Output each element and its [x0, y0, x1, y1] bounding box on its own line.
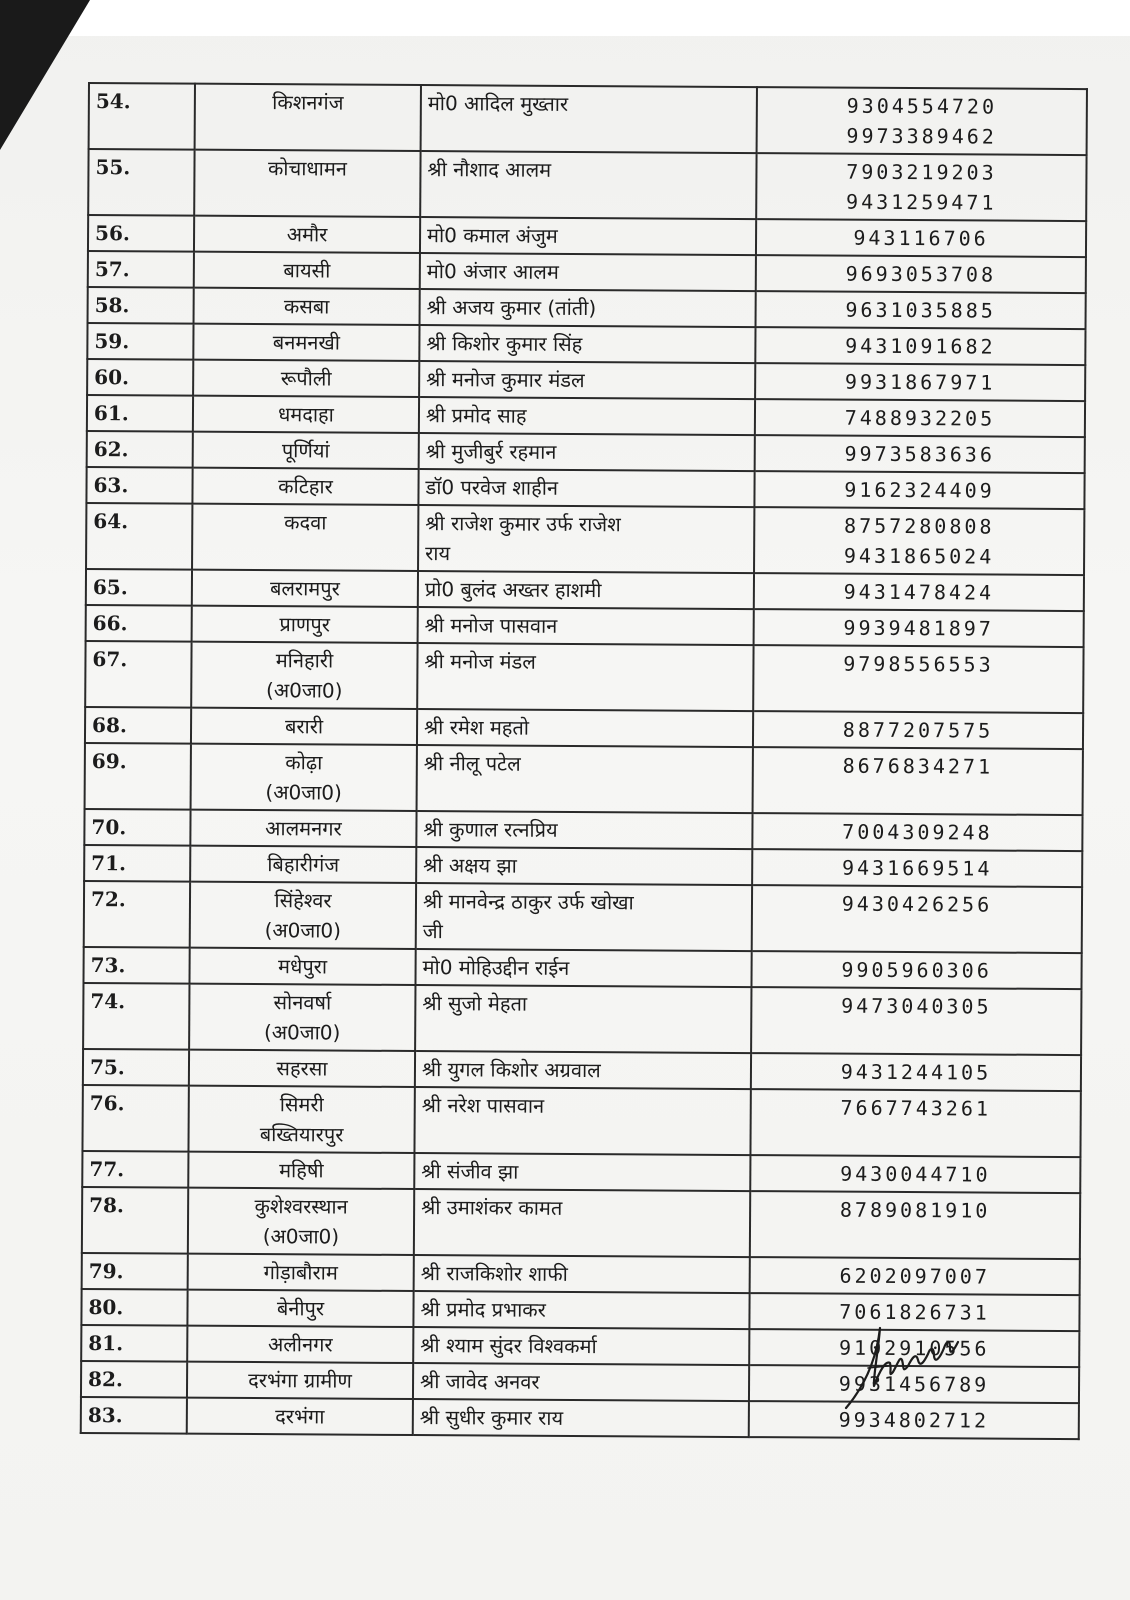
candidate-name-cell: [418, 505, 754, 573]
phone-cell: [755, 327, 1085, 365]
table-row: [86, 605, 1084, 647]
candidate-name: श्री जावेद अनवर: [419, 1369, 540, 1394]
constituency-name: अलीनगर: [267, 1332, 333, 1357]
table-row: [89, 83, 1087, 155]
candidate-name: श्री मनोज मंडल: [424, 649, 536, 674]
phone-number: 7903219203: [846, 159, 997, 185]
phone-number: 9431865024: [843, 543, 995, 569]
phone-number: 9973583636: [844, 441, 996, 467]
serial-number: 74.: [90, 989, 126, 1014]
constituency-name: मनिहारी: [275, 648, 334, 673]
phone-number: 9798556553: [843, 651, 994, 677]
candidate-name: श्री अजय कुमार (तांती): [426, 295, 597, 321]
candidate-name-cell: [413, 1363, 749, 1401]
serial-number: 79.: [88, 1259, 124, 1284]
candidate-name-cell: [414, 1087, 750, 1155]
constituency-name: कोढ़ा: [285, 750, 323, 775]
constituency-cell: [187, 1290, 413, 1327]
constituency-name: मधेपुरा: [278, 954, 328, 979]
table-row: [86, 503, 1084, 575]
serial-number-cell: [84, 809, 190, 846]
constituency-name: कटिहार: [278, 474, 333, 499]
serial-number-cell: [81, 1397, 187, 1434]
phone-number: 9934802712: [838, 1407, 990, 1433]
phone-number: 9931867971: [844, 369, 996, 395]
serial-number: 68.: [91, 713, 127, 738]
constituency-cell: [192, 504, 418, 571]
phone-number: 9304554720: [846, 93, 998, 119]
phone-cell: [751, 987, 1081, 1055]
candidate-name-cell: [417, 745, 753, 813]
candidate-name: श्री मुजीबुर्र रहमान: [425, 439, 557, 464]
constituency-cell: [194, 216, 420, 253]
serial-number-cell: [81, 1325, 187, 1362]
serial-number-cell: [88, 287, 194, 324]
table-row: [85, 641, 1083, 713]
candidate-name-cell: [413, 1327, 749, 1365]
serial-number-cell: [85, 707, 191, 744]
phone-number: 9431091682: [845, 333, 996, 359]
constituency-cell: [194, 288, 420, 325]
constituency-name: गोड़ाबौराम: [263, 1260, 338, 1285]
phone-cell: [752, 849, 1082, 887]
table-row: [87, 395, 1085, 437]
phone-number: 9931456789: [838, 1371, 990, 1397]
candidate-table-body: [81, 83, 1087, 1439]
serial-number: 72.: [90, 887, 126, 912]
phone-cell: [756, 291, 1086, 329]
serial-number-cell: [88, 251, 194, 288]
constituency-name: बनमनखी: [272, 330, 341, 355]
constituency-name: दरभंगा ग्रामीण: [248, 1368, 353, 1393]
table-row: [87, 323, 1085, 365]
phone-cell: [754, 609, 1084, 647]
constituency-name: बरारी: [284, 714, 324, 739]
serial-number: 58.: [94, 293, 130, 318]
constituency-name: बिहारीगंज: [267, 852, 340, 877]
candidate-name-cell: [418, 571, 754, 609]
phone-number: 9431244105: [840, 1059, 992, 1085]
serial-number-cell: [83, 947, 189, 984]
serial-number: 56.: [95, 221, 130, 246]
serial-number-cell: [86, 503, 192, 570]
serial-number-cell: [83, 983, 189, 1050]
phone-number: 9905960306: [841, 957, 992, 983]
table-row: [86, 467, 1084, 509]
phone-cell: [753, 645, 1083, 713]
serial-number: 75.: [89, 1055, 125, 1080]
table-row: [82, 1187, 1080, 1259]
constituency-name: अमौर: [286, 222, 328, 247]
serial-number-cell: [85, 743, 191, 810]
scan-corner-shadow: [0, 0, 90, 150]
candidate-name-cell: [419, 325, 755, 363]
serial-number-cell: [82, 1085, 188, 1152]
candidate-name: श्री मनोज पासवान: [424, 613, 558, 638]
serial-number-cell: [83, 1049, 189, 1086]
serial-number-cell: [89, 83, 195, 150]
constituency-cell: [193, 360, 419, 397]
constituency-cell: [193, 396, 419, 433]
constituency-cell: [187, 1398, 413, 1435]
serial-number: 70.: [91, 815, 127, 840]
table-row: [82, 1085, 1080, 1157]
candidate-name: जी: [422, 919, 443, 944]
serial-number: 64.: [93, 509, 129, 534]
serial-number-cell: [86, 605, 192, 642]
table-row: [88, 215, 1086, 257]
candidate-name-cell: [419, 397, 755, 435]
constituency-cell: [191, 642, 417, 709]
candidate-name-cell: [420, 289, 756, 327]
serial-number: 57.: [94, 257, 130, 282]
phone-number: 8676834271: [842, 753, 994, 779]
constituency-cell: [189, 948, 415, 985]
candidate-name-cell: [419, 433, 755, 471]
serial-number-cell: [82, 1187, 188, 1254]
serial-number: 59.: [94, 329, 130, 354]
phone-number: 9431669514: [841, 855, 993, 881]
phone-cell: [756, 153, 1086, 221]
candidate-name-cell: [419, 361, 755, 399]
serial-number: 71.: [91, 851, 127, 876]
serial-number: 65.: [92, 575, 128, 600]
phone-cell: [753, 747, 1083, 815]
constituency-name: (अ0जा0): [263, 1020, 341, 1045]
constituency-cell: [192, 570, 418, 607]
constituency-name: कसबा: [283, 294, 330, 319]
candidate-name-cell: [420, 217, 756, 255]
constituency-name: सहरसा: [276, 1056, 328, 1081]
candidate-name: श्री सुधीर कुमार राय: [419, 1405, 564, 1430]
candidate-name: श्री मनोज कुमार मंडल: [426, 367, 585, 393]
serial-number-cell: [86, 467, 192, 504]
candidate-name-cell: [421, 85, 757, 153]
candidate-name: श्री सुजो मेहता: [422, 991, 528, 1016]
constituency-name: बायसी: [283, 258, 331, 283]
constituency-cell: [189, 984, 415, 1051]
constituency-cell: [193, 324, 419, 361]
candidate-name: श्री रमेश महतो: [423, 715, 530, 740]
candidate-name-cell: [417, 643, 753, 711]
constituency-cell: [193, 432, 419, 469]
table-row: [82, 1151, 1080, 1193]
candidate-name: मो0 आदिल मुख्तार: [427, 91, 569, 116]
phone-cell: [754, 573, 1084, 611]
candidate-name-cell: [414, 1189, 750, 1257]
phone-cell: [750, 1089, 1080, 1157]
constituency-cell: [187, 1362, 413, 1399]
constituency-cell: [189, 1050, 415, 1087]
serial-number: 62.: [93, 437, 129, 462]
candidate-name: मो0 मोहिउद्दीन राईन: [422, 955, 570, 980]
phone-cell: [757, 87, 1087, 155]
phone-number: 6202097007: [839, 1263, 990, 1289]
serial-number-cell: [82, 1253, 188, 1290]
phone-cell: [755, 363, 1085, 401]
serial-number-cell: [85, 641, 191, 708]
table-row: [83, 983, 1081, 1055]
phone-number: 9939481897: [843, 615, 994, 641]
constituency-name: दरभंगा: [275, 1404, 325, 1429]
table-row: [83, 947, 1081, 989]
phone-cell: [750, 1257, 1080, 1295]
serial-number: 83.: [87, 1403, 123, 1428]
serial-number: 54.: [95, 89, 131, 114]
candidate-name-cell: [417, 709, 753, 747]
phone-cell: [751, 951, 1081, 989]
candidate-name: मो0 कमाल अंजुम: [426, 223, 558, 248]
serial-number-cell: [87, 359, 193, 396]
serial-number: 82.: [88, 1367, 123, 1392]
phone-cell: [755, 435, 1085, 473]
candidate-name-cell: [418, 607, 754, 645]
candidate-name: श्री नीलू पटेल: [423, 751, 521, 776]
table-row: [84, 809, 1082, 851]
candidate-name-cell: [413, 1291, 749, 1329]
phone-number: 9473040305: [841, 993, 992, 1019]
constituency-cell: [192, 468, 418, 505]
serial-number-cell: [87, 395, 193, 432]
constituency-cell: [190, 810, 416, 847]
candidate-name-cell: [416, 811, 752, 849]
candidate-name: श्री संजीव झा: [421, 1159, 519, 1184]
candidate-name: श्री उमाशंकर कामत: [421, 1195, 563, 1220]
phone-cell: [750, 1191, 1080, 1259]
candidate-name: श्री अक्षय झा: [423, 853, 517, 878]
phone-number: 9431259471: [845, 189, 997, 215]
constituency-cell: [194, 150, 420, 217]
table-row: [88, 287, 1086, 329]
table-row: [86, 569, 1084, 611]
constituency-cell: [188, 1152, 414, 1189]
constituency-name: (अ0जा0): [266, 678, 343, 703]
table-row: [87, 431, 1085, 473]
serial-number-cell: [82, 1151, 188, 1188]
constituency-cell: [194, 252, 420, 289]
constituency-name: बख्तियारपुर: [259, 1122, 344, 1147]
phone-cell: [755, 399, 1085, 437]
candidate-name-cell: [416, 883, 752, 951]
candidate-name-cell: [418, 469, 754, 507]
constituency-name: बलरामपुर: [269, 576, 340, 601]
table-row: [82, 1253, 1080, 1295]
candidate-name: श्री युगल किशोर अग्रवाल: [421, 1057, 601, 1083]
constituency-name: (अ0जा0): [265, 780, 342, 805]
constituency-cell: [192, 606, 418, 643]
candidate-name: राय: [425, 541, 451, 566]
phone-number: 943116706: [853, 225, 989, 251]
constituency-name: सिमरी: [279, 1092, 324, 1117]
phone-number: 9430044710: [840, 1161, 991, 1187]
phone-number: 8789081910: [839, 1197, 991, 1223]
candidate-name-cell: [420, 253, 756, 291]
constituency-cell: [190, 846, 416, 883]
phone-number: 9693053708: [845, 261, 997, 287]
serial-number: 81.: [88, 1331, 124, 1356]
candidate-name: डॉ0 परवेज शाहीन: [425, 475, 559, 500]
serial-number: 61.: [93, 401, 129, 426]
constituency-name: बेनीपुर: [276, 1296, 325, 1321]
candidate-name: श्री किशोर कुमार सिंह: [426, 331, 583, 357]
constituency-name: कदवा: [284, 510, 327, 535]
phone-cell: [754, 507, 1084, 575]
phone-cell: [752, 813, 1082, 851]
constituency-name: (अ0जा0): [262, 1224, 340, 1249]
constituency-name: कुशेश्वरस्थान: [254, 1194, 348, 1219]
serial-number: 69.: [91, 749, 127, 774]
phone-cell: [750, 1155, 1080, 1193]
constituency-cell: [191, 744, 417, 811]
serial-number: 73.: [90, 953, 126, 978]
constituency-name: कोचाधामन: [267, 156, 348, 181]
phone-cell: [752, 885, 1082, 953]
constituency-name: सिंहेश्वर: [274, 888, 332, 913]
candidate-name: श्री कुणाल रत्नप्रिय: [423, 817, 558, 842]
table-row: [83, 1049, 1081, 1091]
serial-number: 66.: [92, 611, 128, 636]
table-row: [85, 743, 1083, 815]
table-row: [84, 845, 1082, 887]
constituency-cell: [190, 882, 416, 949]
candidate-name: श्री प्रमोद प्रभाकर: [420, 1297, 546, 1322]
candidate-name-cell: [416, 847, 752, 885]
serial-number-cell: [88, 149, 194, 216]
candidate-name-cell: [414, 1153, 750, 1191]
candidate-name: श्री श्याम सुंदर विश्वकर्मा: [420, 1333, 597, 1359]
candidate-name: श्री मानवेन्द्र ठाकुर उर्फ खोखा: [422, 889, 634, 915]
phone-number: 7061826731: [839, 1299, 990, 1325]
constituency-name: रूपौली: [280, 366, 332, 391]
phone-number: 9430426256: [841, 891, 993, 917]
serial-number-cell: [87, 431, 193, 468]
phone-number: 9973389462: [846, 123, 997, 149]
phone-number: 9162324409: [844, 477, 995, 503]
candidate-name-cell: [415, 1051, 751, 1089]
candidate-name-cell: [413, 1399, 749, 1437]
phone-cell: [751, 1053, 1081, 1091]
phone-number: 9631035885: [845, 297, 996, 323]
constituency-name: महिषी: [279, 1158, 324, 1183]
table-row: [87, 359, 1085, 401]
serial-number: 76.: [89, 1091, 125, 1116]
serial-number: 77.: [89, 1157, 125, 1182]
candidate-name: श्री राजकिशोर शाफी: [420, 1261, 568, 1286]
phone-number: 9431478424: [843, 579, 995, 605]
serial-number-cell: [87, 323, 193, 360]
candidate-name: श्री नरेश पासवान: [421, 1093, 545, 1118]
constituency-cell: [191, 708, 417, 745]
serial-number-cell: [88, 215, 194, 252]
serial-number-cell: [81, 1289, 187, 1326]
constituency-name: धमदाहा: [277, 402, 334, 427]
phone-number: 9102910556: [838, 1335, 990, 1361]
constituency-name: सोनवर्षा: [273, 990, 332, 1015]
serial-number-cell: [86, 569, 192, 606]
phone-cell: [754, 471, 1084, 509]
candidate-name-cell: [415, 949, 751, 987]
candidate-table: [80, 82, 1088, 1440]
constituency-name: आलमनगर: [265, 816, 342, 841]
phone-number: 8757280808: [844, 513, 995, 539]
candidate-name: श्री प्रमोद साह: [425, 403, 527, 428]
serial-number-cell: [84, 881, 190, 948]
table-row: [84, 881, 1082, 953]
candidate-name: मो0 अंजार आलम: [426, 259, 559, 284]
scan-margin: [0, 0, 1130, 36]
serial-number: 78.: [89, 1193, 125, 1218]
serial-number-cell: [81, 1361, 187, 1398]
constituency-cell: [187, 1326, 413, 1363]
constituency-name: प्राणपुर: [279, 612, 331, 637]
table-row: [88, 149, 1086, 221]
phone-number: 7004309248: [842, 819, 993, 845]
candidate-name: श्री नौशाद आलम: [427, 157, 552, 182]
serial-number: 63.: [93, 473, 129, 498]
candidate-name-cell: [420, 151, 756, 219]
serial-number: 55.: [95, 155, 131, 180]
serial-number: 67.: [92, 647, 128, 672]
candidate-name: प्रो0 बुलंद अख्तर हाशमी: [424, 577, 602, 603]
serial-number: 60.: [94, 365, 130, 390]
serial-number: 80.: [88, 1295, 124, 1320]
constituency-name: (अ0जा0): [264, 918, 342, 943]
phone-number: 7667743261: [840, 1095, 992, 1121]
constituency-cell: [188, 1086, 414, 1153]
phone-number: 7488932205: [844, 405, 996, 431]
phone-cell: [753, 711, 1083, 749]
phone-number: 8877207575: [842, 717, 994, 743]
constituency-cell: [188, 1188, 414, 1255]
table-row: [85, 707, 1083, 749]
candidate-name-cell: [415, 985, 751, 1053]
candidate-name: श्री राजेश कुमार उर्फ राजेश: [425, 511, 621, 537]
signature-mark: [838, 1308, 968, 1418]
candidate-name-cell: [414, 1255, 750, 1293]
constituency-name: पूर्णियां: [281, 438, 330, 463]
phone-cell: [756, 255, 1086, 293]
phone-cell: [756, 219, 1086, 257]
serial-number-cell: [84, 845, 190, 882]
constituency-name: किशनगंज: [272, 90, 344, 115]
constituency-cell: [188, 1254, 414, 1291]
table-row: [88, 251, 1086, 293]
constituency-cell: [195, 84, 421, 151]
